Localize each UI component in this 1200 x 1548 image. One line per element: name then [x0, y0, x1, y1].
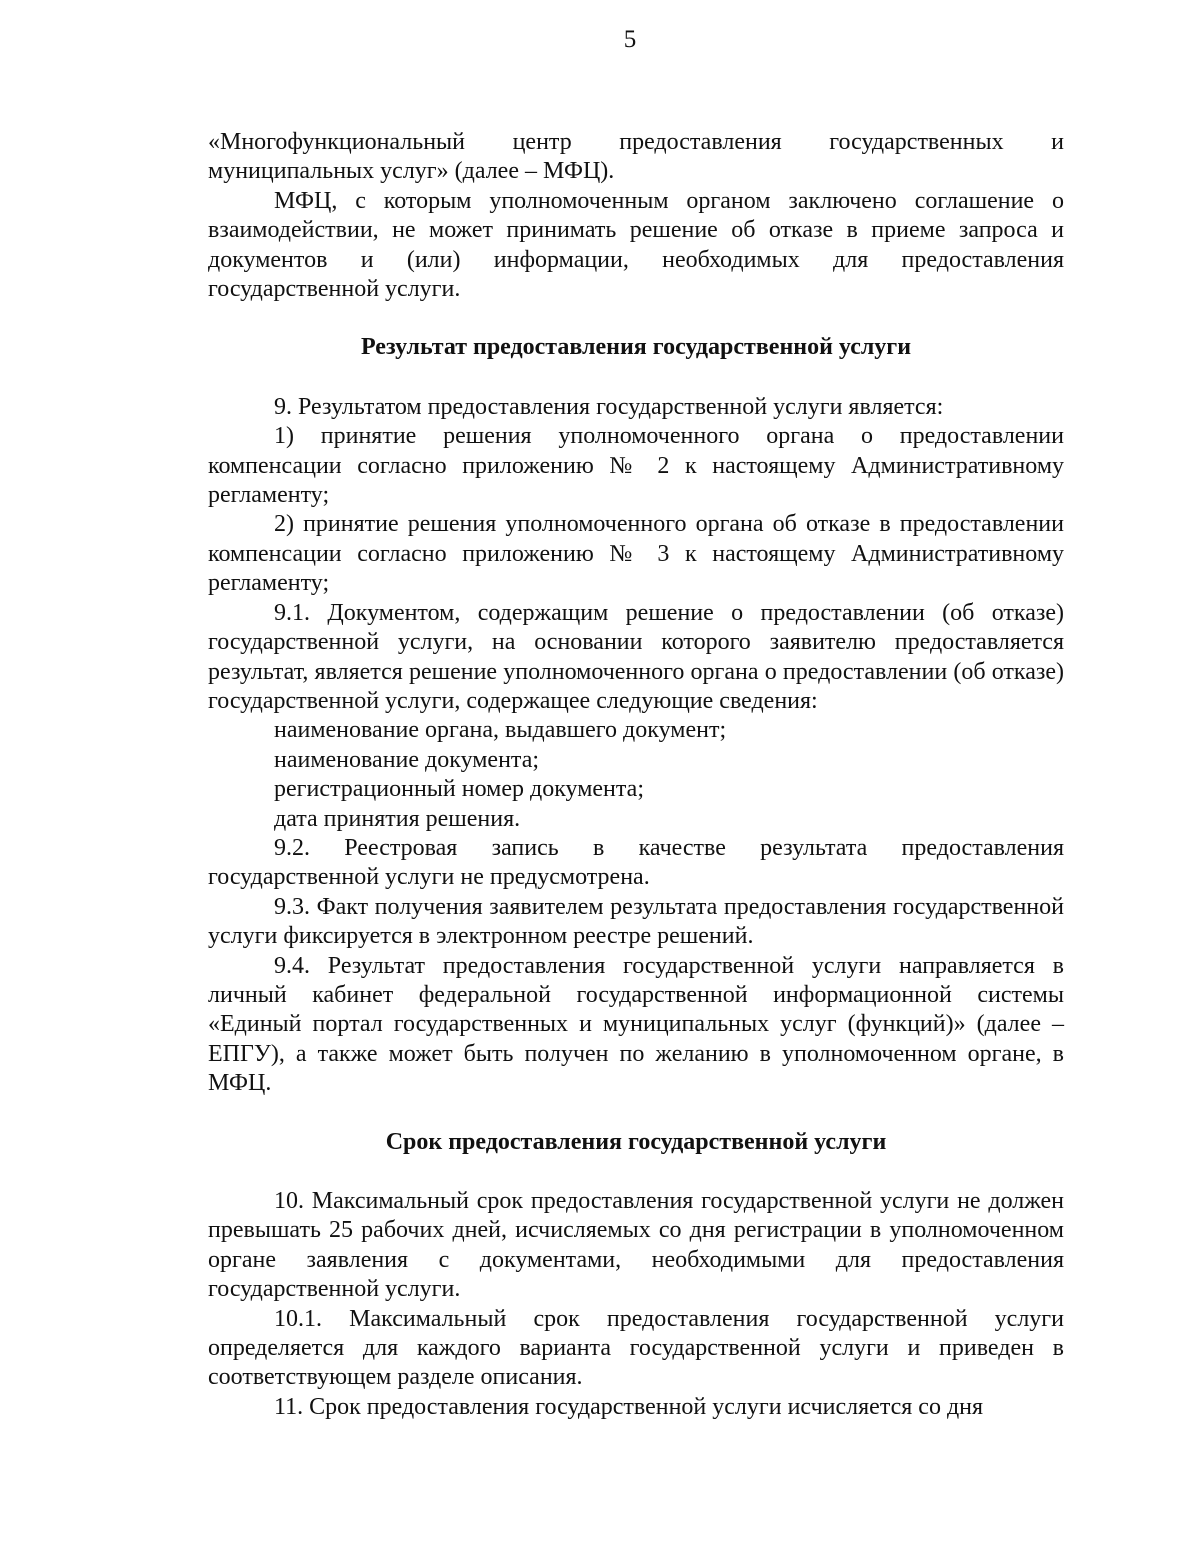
list-item-registration-number: регистрационный номер документа;	[274, 776, 644, 803]
paragraph-9-2: 9.2. Реестровая запись в качестве результата предоставления государственной услуги не предусмотрена.	[208, 834, 1064, 891]
paragraph-9-item-1: 1) принятие решения уполномоченного органа о предоставлении компенсации согласно приложению № 2 к настоящему Административному регламенту;	[208, 423, 1064, 509]
heading-service-result: Результат предоставления государственной услуги	[360, 334, 912, 361]
page-number: 5	[623, 26, 637, 53]
paragraph-mfc-agreement: МФЦ, с которым уполномоченным органом заключено соглашение о взаимодействии, не может принимать решение об отказе в приеме запроса и документов и (или) информации, необходимых для предоставления государственной услуги.	[208, 187, 1064, 303]
paragraph-9-3: 9.3. Факт получения заявителем результата предоставления государственной услуги фиксируется в электронном реестре решений.	[208, 893, 1064, 950]
document-body	[208, 128, 1064, 1422]
paragraph-mfc-name: «Многофункциональный центр предоставления государственных и муниципальных услуг» (далее – МФЦ).	[208, 129, 1064, 185]
paragraph-10-1: 10.1. Максимальный срок предоставления государственной услуги определяется для каждого варианта государственной услуги и приведен в соответствующем разделе описания.	[208, 1305, 1064, 1391]
paragraph-9-item-2: 2) принятие решения уполномоченного органа об отказе в предоставлении компенсации согласно приложению № 3 к настоящему Административному регламенту;	[208, 511, 1064, 597]
list-item-issuer: наименование органа, выдавшего документ;	[274, 717, 727, 744]
paragraph-9-4: 9.4. Результат предоставления государственной услуги направляется в личный кабинет федеральной государственной информационной системы «Единый портал государственных и муниципальных услуг (функций)» (далее – ЕПГУ), а также может быть получен по желанию в уполномоченном органе, в МФЦ.	[208, 952, 1064, 1097]
paragraph-11: 11. Срок предоставления государственной услуги исчисляется со дня	[274, 1393, 984, 1420]
paragraph-10: 10. Максимальный срок предоставления государственной услуги не должен превышать 25 рабочих дней, исчисляемых со дня регистрации в уполномоченном органе заявления с документами, необходимыми для предоставления государственной услуги.	[208, 1188, 1064, 1303]
paragraph-9-1: 9.1. Документом, содержащим решение о предоставлении (об отказе) государственной услуги, на основании которого заявителю предоставляется результат, является решение уполномоченного органа о предоставлении (об отказе) государственной услуги, содержащее следующие сведения:	[208, 599, 1064, 714]
list-item-document-name: наименование документа;	[274, 746, 540, 773]
heading-service-term: Срок предоставления государственной услуги	[385, 1128, 887, 1155]
list-item-decision-date: дата принятия решения.	[274, 805, 521, 832]
paragraph-9: 9. Результатом предоставления государственной услуги является:	[274, 393, 944, 420]
